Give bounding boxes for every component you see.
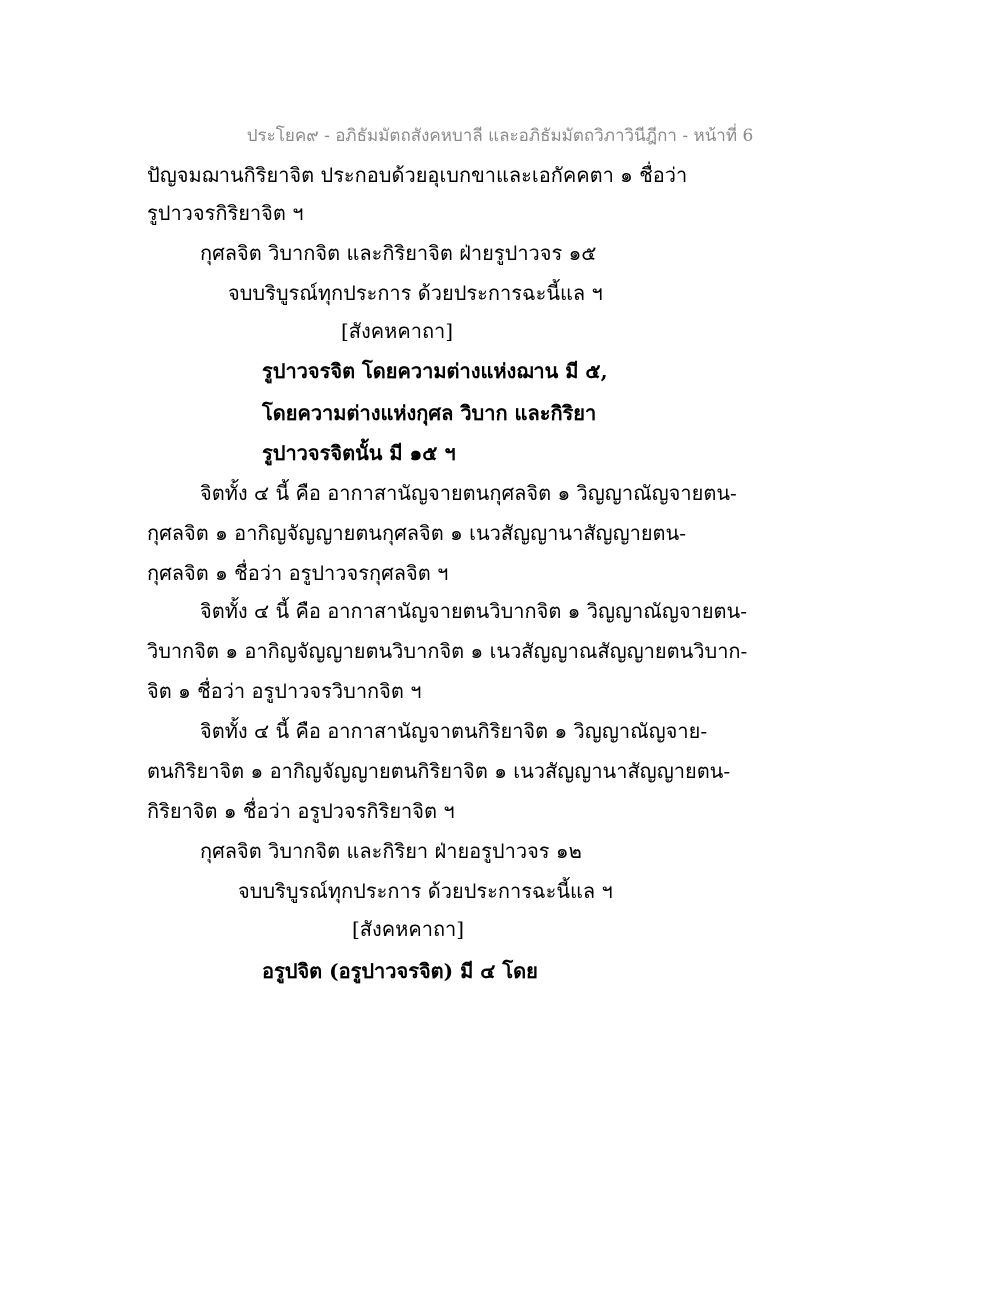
verse-line: รูปาวจรจิตนั้น มี ๑๕ ฯ [262,441,456,465]
text-line: จิตทั้ง ๔ นี้ คือ อากาสานัญจายตนกุศลจิต ๑ วิญญาณัญจายตน- [200,481,737,505]
verse-line: อรูปจิต (อรูปาวจรจิต) มี ๔ โดย [262,959,538,983]
text-line: จิตทั้ง ๔ นี้ คือ อากาสานัญจาตนกิริยาจิต ๑ วิญญาณัญจาย- [200,719,708,743]
text-line: กุศลจิต วิบากจิต และกิริยาจิต ฝ่ายรูปาวจร ๑๕ [200,241,597,265]
text-line: กิริยาจิต ๑ ชื่อว่า อรูปวจรกิริยาจิต ฯ [147,799,455,823]
text-line: กุศลจิต ๑ ชื่อว่า อรูปาวจรกุศลจิต ฯ [147,561,449,585]
text-line: รูปาวจรกิริยาจิต ฯ [147,201,304,225]
running-header: ประโยค๙ - อภิธัมมัตถสังคหบาลี และอภิธัมมัตถวิภาวินีฎีกา - หน้าที่ 6 [246,126,754,146]
verse-line: รูปาวจรจิต โดยความต่างแห่งฌาน มี ๕, [262,359,608,383]
verse-heading: [สังคหคาถา] [341,319,454,343]
text-line: จิตทั้ง ๔ นี้ คือ อากาสานัญจายตนวิบากจิต ๑ วิญญาณัญจายตน- [200,599,747,623]
text-line: จิต ๑ ชื่อว่า อรูปาวจรวิบากจิต ฯ [147,679,422,703]
verse-line: โดยความต่างแห่งกุศล วิบาก และกิริยา [262,401,597,425]
text-line: จบบริบูรณ์ทุกประการ ด้วยประการฉะนี้แล ฯ [228,281,603,305]
text-line: กุศลจิต ๑ อากิญจัญญายตนกุศลจิต ๑ เนวสัญญานาสัญญายตน- [147,521,686,545]
text-line: จบบริบูรณ์ทุกประการ ด้วยประการฉะนี้แล ฯ [238,879,613,903]
verse-heading: [สังคหคาถา] [352,917,465,941]
text-line: วิบากจิต ๑ อากิญจัญญายตนวิบากจิต ๑ เนวสัญญาณสัญญายตนวิบาก- [147,639,748,663]
text-line: ตนกิริยาจิต ๑ อากิญจัญญายตนกิริยาจิต ๑ เนวสัญญานาสัญญายตน- [147,759,731,783]
text-line: ปัญจมฌานกิริยาจิต ประกอบด้วยอุเบกขาและเอกัคคตา ๑ ชื่อว่า [147,163,688,187]
text-line: กุศลจิต วิบากจิต และกิริยา ฝ่ายอรูปาวจร ๑๒ [200,839,582,863]
